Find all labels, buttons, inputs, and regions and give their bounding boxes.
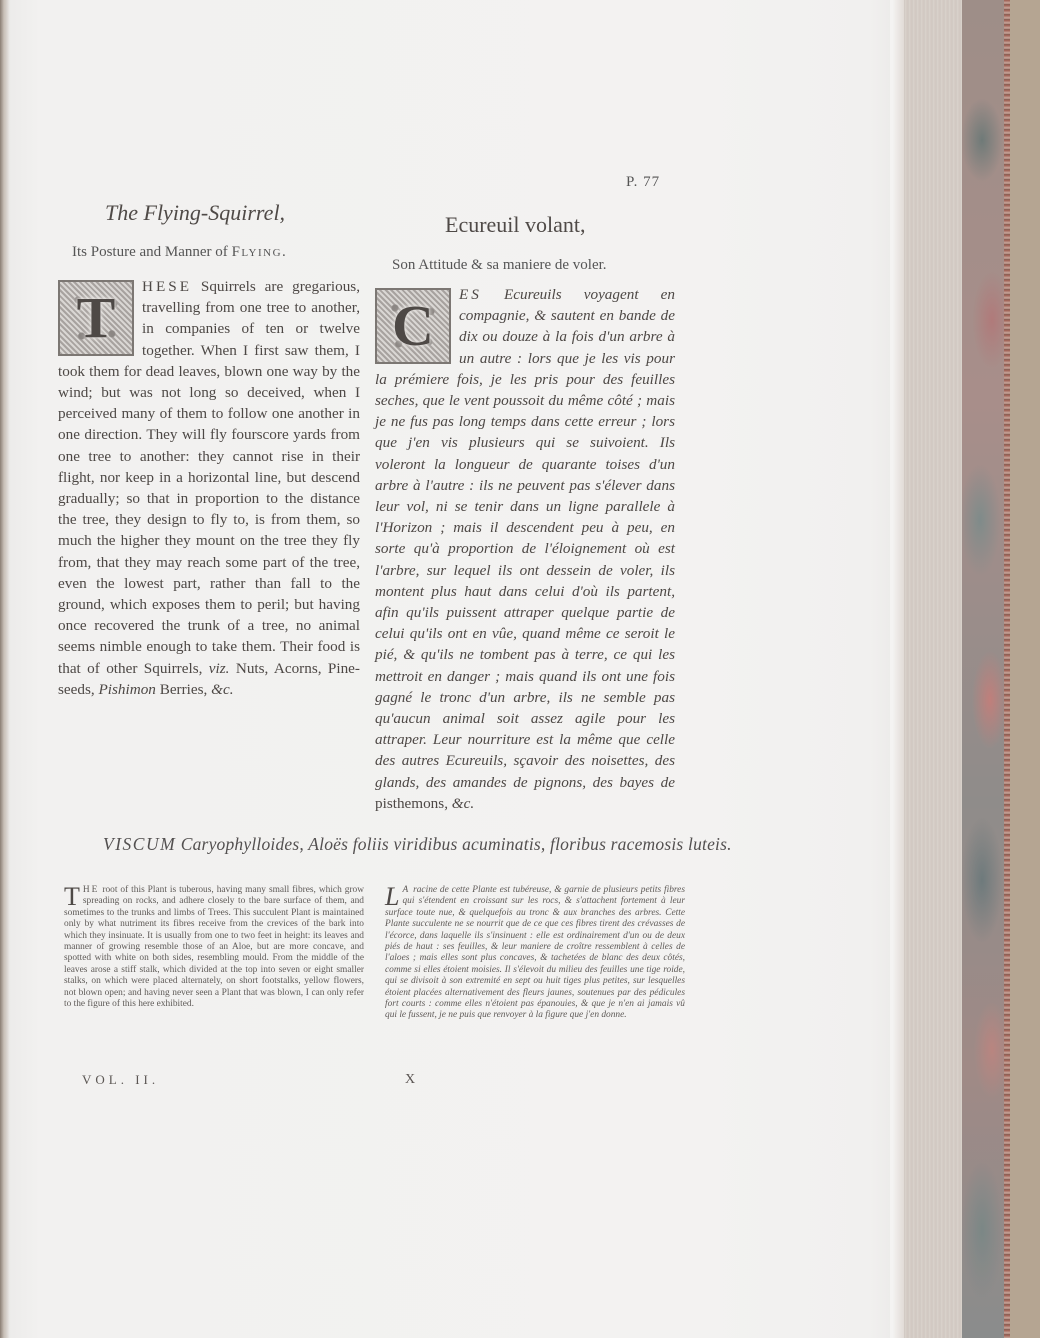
gutter-shadow [0,0,10,1338]
signature-mark: X [405,1072,416,1087]
english-body-mid: Nuts, Acorns, Pine-seeds, [58,659,360,698]
french-roman-word: pisthemons, [375,794,448,812]
plant-french-dropcap: L [385,882,400,911]
plant-english-body [64,882,364,1010]
english-body-end: Berries, [155,680,212,698]
french-first-word: ES [459,286,482,303]
ornamental-dropcap-c: C [375,288,451,364]
page-number: P. 77 [626,174,661,190]
marbled-endpaper [962,0,1010,1338]
plant-french-first-word: A [402,885,411,895]
english-etc: &c. [211,680,234,698]
plant-french-text: racine de cette Plante est tubéreuse, & garnie de plusieurs petits fibres qui s'étendent en croissant sur les rocs, & s'attachent fortement à leur surface toute nue, & quelquefois au tronc & aux branches des arbres. Cette Plante succulente ne se nourrit que de ce que ces fibres tirent des crévasses de l'écorce, dans laquelle ils s'insinuent : elle est ordinairement d'un ou de deux piés de haut : ses feuilles, & leur maniere de croître ressemblent à celles de l'aloes ; mais elles sont plus concaves, & tachetées de blanc des deux côtés, comme si elles étoient moisies. Il s'élevoit du milieu des feuilles une tige roide, qui se divisoit à son extremité en sept ou huit tiges plus petites, sur lesquelles étoient placées alternativement des fleurs jaunes, soutenues par des pédicules fort courts : comme elles n'étoient pas épanouies, & que je n'en ai jamais vû qui le fussent, je ne puis que renvoyer à la figure que j'en donne. [385,885,685,1021]
plant-english-first-word: HE [82,885,100,895]
english-first-word: HESE [142,278,192,295]
plant-title [103,834,732,855]
english-subtitle-text: Its Posture and Manner of [72,244,232,260]
plant-french-body [385,882,685,1022]
french-body-text: Ecureuils voyagent en compagnie, & sautent en bande de dix ou douze à la fois d'un arbre à un autre : lors que je les vis pour la prémiere fois, je les pris pour des feuilles seches, que le vent poussoit du même côté ; mais je ne fus pas long temps dans cette erreur ; lors que j'en vis plusieurs qui se suivoient. Ils voleront la longueur de quarante toises d'un arbre à l'autre : ils ne peuvent pas s'élever dans leur vol, ni se tenir dans un ligne parallele à l'Horizon ; mais il descendent peu à peu, en sorte qu'à proportion de l'éloignement où est l'arbre, sur lequel ils ont dessein de voler, ils montent plus haut dans celui d'où ils partent, afin qu'ils puissent attraper quelque partie de celui qu'ils ont en vûe, quand même ce seroit le pié, & qu'ils ne tombent pas à terre, ce qui les mettroit en danger ; mais quand ils ont une fois gagné le tronc d'un arbre, ils ne semble pas qu'aucun animal soit assez agile pour les attraper. Leur nourriture est la même que celle des autres Ecureuils, sçavoir des noisettes, des glands, des amandes de pignons, des bayes de [375,286,675,791]
english-body-text: Squirrels are gregarious, travelling from one tree to another, in companies of ten or twelve together. When I first saw them, I took them for dead leaves, blown one way by the wind; but was not long so deceived, when I perceived many of them to follow one another in one direction. They will fly fourscore yards from one tree to another: they cannot rise in their flight, nor keep in a horizontal line, but descend gradually; so that in proportion to the distance the tree, they design to fly to, is from them, so much the higher they mount on the tree they fly from, that they may reach some part of the tree, even the lowest part, rather than fall to the ground, which exposes them to peril; but having once recovered the trunk of a tree, no animal seems nimble enough to take them. Their food is that of other Squirrels, [58,278,360,677]
ornamental-dropcap-t: T [58,280,134,356]
book-cover-board [1010,0,1040,1338]
french-title: Ecureuil volant, [445,212,586,237]
french-subtitle: Son Attitude & sa maniere de voler. [392,257,607,273]
plant-english-text: root of this Plant is tuberous, having many small fibres, which grow spreading on rocks, and adhere closely to the bare surface of them, and sometimes to the trunks and limbs of Trees. This succulent Plant is maintained only by what nutriment its fibres receive from the crevices of the bark into which they insinuate. It is usually from one to two feet in height: its leaves and manner of growing resemble those of an Aloe, but are more concave, and spotted with white on both sides, resembling mould. From the middle of the leaves arose a stiff stalk, which divided at the top into seven or eight smaller stalks, on which were placed alternately, on short footstalks, yellow flowers, not blown open; and having never seen a Plant that was blown, I can only refer to the figure of this here exhibited. [64,885,364,1010]
english-subtitle-caps: Flying. [231,244,288,260]
english-viz: viz. [208,659,230,677]
french-etc: &c. [448,794,475,812]
english-body [58,276,360,700]
plant-title-rest: Caryophylloides, Aloës foliis viridibus acuminatis, floribus racemosis luteis. [176,834,732,854]
plant-english-dropcap: T [64,882,80,911]
english-title: The Flying-Squirrel, [105,200,286,225]
english-subtitle [72,244,287,261]
volume-label: VOL. II. [82,1072,160,1087]
french-body [375,284,675,814]
english-pishimon: Pishimon [98,680,156,698]
plant-title-caps: VISCUM [103,834,177,854]
